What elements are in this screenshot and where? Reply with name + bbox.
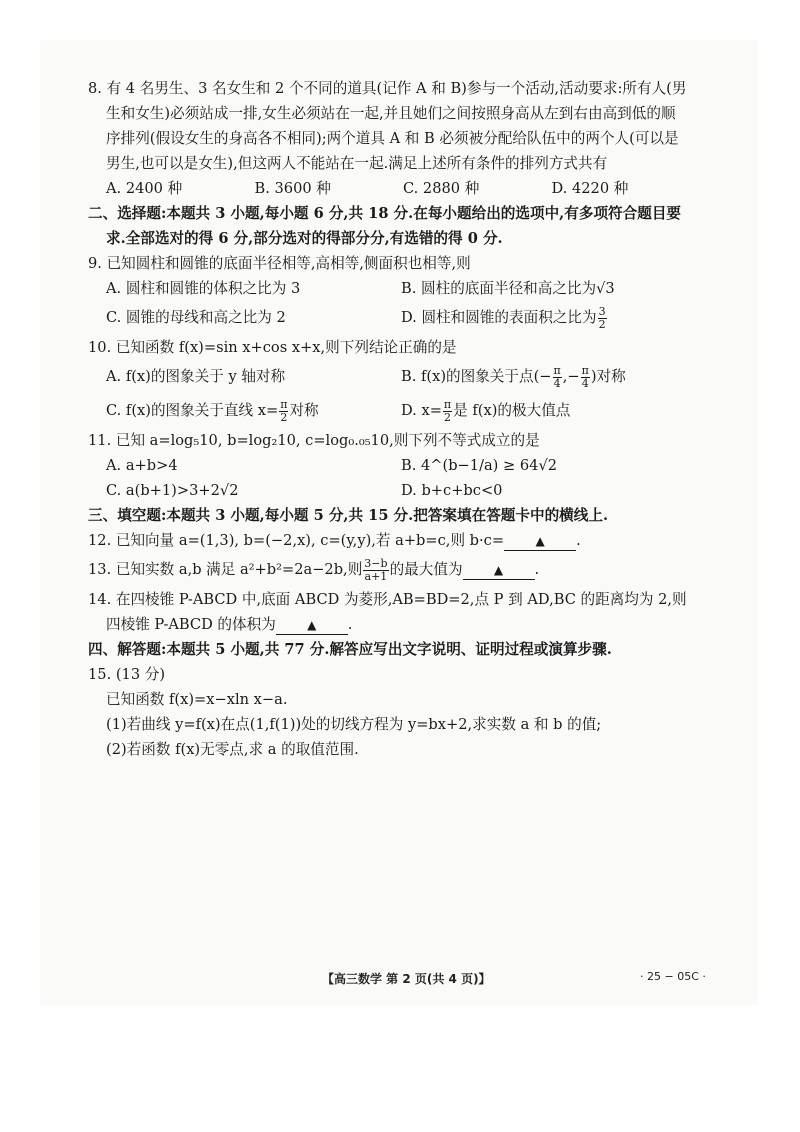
q10-option-c-tail: 对称 xyxy=(289,402,319,419)
section3-heading: 三、填空题:本题共 3 小题,每小题 5 分,共 15 分.把答案填在答题卡中的横线上. xyxy=(88,507,609,524)
q8-option-d: D. 4220 种 xyxy=(551,180,629,197)
q9-option-d xyxy=(401,301,608,335)
q15-stem: 已知函数 f(x)=x−xln x−a. xyxy=(106,691,288,708)
q14-text: 四棱锥 P-ABCD 的体积为 xyxy=(106,616,276,633)
q10-option-b-sep: ,− xyxy=(562,368,580,385)
q10-option-b-fraction2 xyxy=(581,365,590,390)
q13-answer-blank[interactable] xyxy=(463,561,535,580)
q9-option-d-text: D. 圆柱和圆锥的表面积之比为 xyxy=(401,309,597,326)
fraction-denominator: 4 xyxy=(581,376,589,390)
q14-line2 xyxy=(88,612,700,637)
q9-stem: 9. 已知圆柱和圆锥的底面半径相等,高相等,侧面积也相等,则 xyxy=(88,255,471,272)
q8-line1: 8. 有 4 名男生、3 名女生和 2 个不同的道具(记作 A 和 B)参与一个活动,活动要求:所有人(男 xyxy=(88,80,687,97)
q13 xyxy=(88,553,700,587)
triangle-mark-icon: ▲ xyxy=(307,618,317,632)
section2-line1: 二、选择题:本题共 3 小题,每小题 6 分,共 18 分.在每小题给出的选项中,有多项符合题目要 xyxy=(88,205,682,222)
triangle-mark-icon: ▲ xyxy=(493,563,504,577)
q8-option-c: C. 2880 种 xyxy=(403,180,480,197)
fraction-denominator: 2 xyxy=(444,410,452,424)
fraction-numerator: π xyxy=(443,397,452,411)
q10-option-d-fraction xyxy=(443,399,452,424)
exam-code: · 25 − 05C · xyxy=(640,970,706,983)
q11-options-row1 xyxy=(88,453,700,478)
q8-line3: 序排列(假设女生的身高各不相同);两个道具 A 和 B 必须被分配给队伍中的两个人(可以是 xyxy=(106,130,679,147)
q12-tail: . xyxy=(576,532,581,549)
fraction-denominator: 4 xyxy=(553,376,561,390)
q10-option-a: A. f(x)的图象关于 y 轴对称 xyxy=(106,368,286,385)
q10-option-c-fraction xyxy=(279,399,288,424)
q14-tail: . xyxy=(347,616,353,633)
q12-answer-blank[interactable] xyxy=(504,532,576,551)
q9-options-row2 xyxy=(88,301,700,335)
q8-line4: 男生,也可以是女生),但这两人不能站在一起.满足上述所有条件的排列方式共有 xyxy=(106,155,608,172)
fraction-numerator: π xyxy=(280,397,288,411)
fraction-denominator: 2 xyxy=(598,317,606,331)
q8-options xyxy=(88,176,700,201)
q10-options-row2 xyxy=(88,394,700,428)
q15-heading: 15. (13 分) xyxy=(88,666,166,683)
q10-option-b-fraction1 xyxy=(553,365,562,390)
q8-line2: 生和女生)必须站成一排,女生必须站在一起,并且她们之间按照身高从左到右由高到低的顺 xyxy=(106,105,676,122)
fraction-denominator: 2 xyxy=(280,410,288,424)
q10-options-row1 xyxy=(88,360,700,394)
fraction-denominator: a+1 xyxy=(364,569,388,583)
q11-option-c: C. a(b+1)>3+2√2 xyxy=(106,482,239,499)
page-footer: 【高三数学 第 2 页(共 4 页)】 xyxy=(322,972,491,986)
q10-option-b-tail: )对称 xyxy=(590,368,626,385)
section2-line2: 求.全部选对的得 6 分,部分选对的得部分分,有选错的得 0 分. xyxy=(106,230,503,247)
q10-option-d xyxy=(401,394,570,428)
fraction-numerator: 3−b xyxy=(364,556,388,570)
q10-option-c-text: C. f(x)的图象关于直线 x= xyxy=(106,402,279,419)
q11-option-b: B. 4^(b−1/a) ≥ 64√2 xyxy=(401,457,558,474)
q10-option-b-text: B. f(x)的图象关于点(− xyxy=(401,368,552,385)
fraction-numerator: π xyxy=(581,363,589,377)
q15-part1: (1)若曲线 y=f(x)在点(1,f(1))处的切线方程为 y=bx+2,求实数 a 和 b 的值; xyxy=(106,716,602,733)
q11-options-row2 xyxy=(88,478,700,503)
q14-line1: 14. 在四棱锥 P-ABCD 中,底面 ABCD 为菱形,AB=BD=2,点 P 到 AD,BC 的距离均为 2,则 xyxy=(88,591,687,608)
q9-option-c: C. 圆锥的母线和高之比为 2 xyxy=(106,309,286,326)
q11-option-a: A. a+b>4 xyxy=(106,457,178,474)
q11-stem: 11. 已知 a=log₅10, b=log₂10, c=log₀.₀₅10,则下列不等式成立的是 xyxy=(88,432,540,449)
q12 xyxy=(88,528,700,553)
q9-option-b: B. 圆柱的底面半径和高之比为√3 xyxy=(401,280,615,297)
fraction-numerator: 3 xyxy=(598,304,606,318)
exam-content xyxy=(88,76,700,762)
q8-option-b: B. 3600 种 xyxy=(254,180,331,197)
q9-option-d-fraction xyxy=(598,306,607,331)
q11-option-d: D. b+c+bc<0 xyxy=(401,482,503,499)
q10-stem: 10. 已知函数 f(x)=sin x+cos x+x,则下列结论正确的是 xyxy=(88,339,457,356)
section4-heading: 四、解答题:本题共 5 小题,共 77 分.解答应写出文字说明、证明过程或演算步骤. xyxy=(88,641,612,658)
q13-tail: . xyxy=(534,561,540,578)
q9-option-a: A. 圆柱和圆锥的体积之比为 3 xyxy=(106,280,301,297)
q13-text-mid: 的最大值为 xyxy=(389,561,463,578)
q10-option-c xyxy=(106,394,401,428)
q14-answer-blank[interactable] xyxy=(276,616,348,635)
q12-text: 12. 已知向量 a=(1,3), b=(−2,x), c=(y,y),若 a+b=c,则 b·c= xyxy=(88,532,505,549)
q10-option-b xyxy=(401,360,626,394)
q8-option-a: A. 2400 种 xyxy=(106,180,183,197)
q10-option-d-text: D. x= xyxy=(401,402,442,419)
triangle-mark-icon: ▲ xyxy=(535,534,545,548)
q13-text: 13. 已知实数 a,b 满足 a²+b²=2a−2b,则 xyxy=(88,561,363,578)
q15-part2: (2)若函数 f(x)无零点,求 a 的取值范围. xyxy=(106,741,359,758)
q10-option-d-tail: 是 f(x)的极大值点 xyxy=(453,402,571,419)
q13-fraction xyxy=(363,558,388,583)
q9-options-row1 xyxy=(88,276,700,301)
fraction-numerator: π xyxy=(553,363,561,377)
